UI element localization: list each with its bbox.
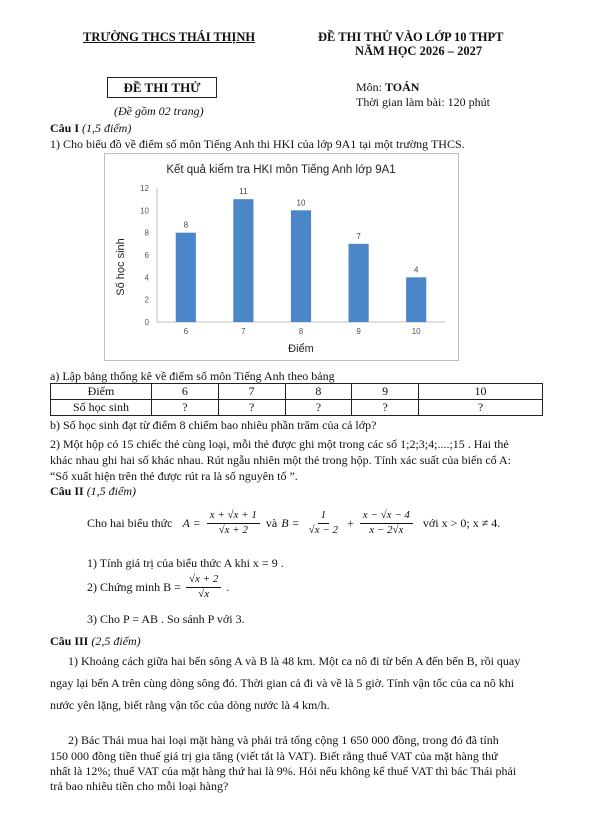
time-limit: Thời gian làm bài: 120 phút bbox=[356, 95, 490, 109]
table-cell: ? bbox=[218, 400, 285, 416]
table-cell: 9 bbox=[352, 384, 419, 400]
chart-x-tick-label: 10 bbox=[411, 327, 421, 336]
chart-bar bbox=[349, 244, 369, 322]
school-year: NĂM HỌC 2026 – 2027 bbox=[355, 44, 483, 58]
q1-part2-line2: khác nhau ghi hai số khác nhau. Rút ngẫu nhiên một thẻ trong hộp. Tính xác suất của biến cố A: bbox=[50, 453, 512, 467]
chart-y-tick-label: 12 bbox=[140, 184, 149, 193]
expr-a-denominator: √x + 2 bbox=[218, 523, 248, 536]
table-cell: 8 bbox=[285, 384, 352, 400]
chart-bar bbox=[291, 210, 311, 322]
q2-heading: Câu II bbox=[50, 484, 84, 498]
q2-sub2-fraction bbox=[186, 573, 221, 602]
q1-part1-text: 1) Cho biểu đồ về điểm số môn Tiếng Anh thi HKI của lớp 9A1 tại một trường THCS. bbox=[50, 137, 465, 151]
chart-title: Kết quả kiểm tra HKI môn Tiếng Anh lớp 9A1 bbox=[166, 164, 396, 176]
expr-b-lhs: B = bbox=[281, 515, 300, 530]
q3-heading-line bbox=[50, 634, 141, 649]
chart-x-axis-label: Điểm bbox=[288, 343, 314, 355]
q2-sub3: 3) Cho P = AB . So sánh P với 3. bbox=[87, 612, 245, 626]
chart-data-label: 7 bbox=[356, 231, 361, 241]
condition: với x > 0; x ≠ 4. bbox=[422, 515, 501, 530]
expr-a-lhs: A = bbox=[182, 515, 201, 530]
q3-heading: Câu III bbox=[50, 634, 89, 648]
score-chart-svg bbox=[105, 154, 458, 360]
subject-name: TOÁN bbox=[385, 80, 420, 94]
subject-prefix: Môn: bbox=[356, 80, 386, 94]
q2-sub1: 1) Tính giá trị của biểu thức A khi x = 9 . bbox=[87, 556, 284, 570]
table-cell: 10 bbox=[419, 384, 543, 400]
q3-part1-line1: 1) Khoảng cách giữa hai bến sông A và B là 48 km. Một ca nô đi từ bến A đến bến B, rồi quay bbox=[68, 654, 521, 668]
chart-data-label: 11 bbox=[239, 187, 248, 197]
chart-bar bbox=[233, 199, 253, 322]
table-cell: ? bbox=[352, 400, 419, 416]
chart-bar bbox=[406, 277, 426, 322]
q3-part2-line2: 150 000 đồng tiền thuế giá trị gia tăng (viết tắt là VAT). Biết rằng thuế VAT của mặt hàng thứ bbox=[50, 749, 498, 763]
q2-given-expressions bbox=[87, 509, 500, 538]
chart-x-tick-label: 7 bbox=[241, 327, 246, 336]
stats-table-row-count bbox=[51, 400, 543, 416]
and-word: và bbox=[265, 515, 278, 530]
q2-sub2-prefix: 2) Chứng minh B = bbox=[87, 579, 181, 594]
chart-y-tick-label: 10 bbox=[140, 206, 149, 216]
q3-part1-line3: nước yên lặng, biết rằng vận tốc của dòng nước là 4 km/h. bbox=[50, 698, 330, 712]
expr-b-f1-denominator: √x − 2 bbox=[308, 523, 338, 536]
chart-y-tick-label: 2 bbox=[144, 295, 149, 305]
stats-table-row-score bbox=[51, 384, 543, 400]
expr-b-f2-denominator: x − 2√x bbox=[369, 523, 404, 536]
q2-points: (1,5 điểm) bbox=[86, 484, 137, 498]
table-cell: Số học sinh bbox=[51, 400, 152, 416]
table-cell: 7 bbox=[218, 384, 285, 400]
q2-sub2 bbox=[87, 573, 229, 602]
q3-part2-line1: 2) Bác Thái mua hai loại mặt hàng và phải trả tổng cộng 1 650 000 đồng, trong đó đã tính bbox=[68, 733, 499, 747]
expr-b-fraction-1 bbox=[306, 509, 341, 538]
q3-part2-line3: nhất là 12%; thuế VAT của mặt hàng thứ hai là 9%. Hỏi nếu không kể thuế VAT thì bác Thái phải bbox=[50, 764, 517, 778]
q1-heading: Câu I bbox=[50, 121, 80, 135]
q2-sub2-end: . bbox=[226, 579, 230, 594]
q1-part-b: b) Số học sinh đạt từ điểm 8 chiếm bao nhiêu phần trăm của cả lớp? bbox=[50, 418, 377, 432]
chart-y-tick-label: 8 bbox=[144, 228, 149, 238]
q1-part2-line1: 2) Một hộp có 15 chiếc thẻ cùng loại, mỗi thẻ được ghi một trong các số 1;2;3;4;....;15 . Hai thẻ bbox=[50, 437, 509, 451]
chart-data-label: 10 bbox=[296, 198, 306, 208]
q1-heading-line bbox=[50, 121, 131, 136]
chart-data-label: 8 bbox=[183, 220, 189, 230]
q2-given-prefix: Cho hai biểu thức bbox=[87, 515, 173, 530]
q3-part2-line4: trả bao nhiêu tiền cho mỗi loại hàng? bbox=[50, 779, 229, 793]
q2-heading-line bbox=[50, 484, 136, 499]
chart-y-axis-label: Số học sinh bbox=[115, 238, 127, 296]
q1-part2-line3: “Số xuất hiện trên thẻ được rút ra là số nguyên tố ”. bbox=[50, 469, 298, 483]
chart-x-tick-label: 8 bbox=[298, 327, 304, 336]
pages-note: (Đề gồm 02 trang) bbox=[114, 104, 204, 118]
table-cell: ? bbox=[419, 400, 543, 416]
chart-plot-area bbox=[140, 184, 445, 336]
plus-sign: + bbox=[346, 515, 354, 530]
q3-points: (2,5 điểm) bbox=[91, 634, 141, 648]
chart-bar bbox=[176, 233, 196, 322]
exam-title: ĐỀ THI THỬ VÀO LỚP 10 THPT bbox=[318, 30, 504, 44]
score-chart bbox=[104, 153, 459, 361]
stats-table-wrap bbox=[50, 383, 543, 416]
q2-sub2-numerator: √x + 2 bbox=[186, 573, 221, 588]
subject-line bbox=[356, 80, 419, 95]
q1-part-a: a) Lập bảng thống kê về điểm số môn Tiếng Anh theo bảng bbox=[50, 369, 335, 383]
expr-b-fraction-2 bbox=[360, 509, 413, 538]
q1-points: (1,5 điểm) bbox=[82, 121, 132, 135]
expr-b-f2-numerator: x − √x − 4 bbox=[360, 509, 413, 524]
expr-a-numerator: x + √x + 1 bbox=[207, 509, 260, 524]
chart-y-tick-label: 0 bbox=[144, 318, 149, 327]
chart-y-tick-label: 4 bbox=[144, 273, 149, 283]
chart-data-label: 4 bbox=[413, 265, 419, 275]
table-cell: ? bbox=[152, 400, 219, 416]
school-name: TRƯỜNG THCS THÁI THỊNH bbox=[83, 30, 256, 44]
chart-x-tick-label: 9 bbox=[356, 327, 361, 336]
chart-x-tick-label: 6 bbox=[183, 327, 189, 336]
q3-part1-line2: ngay lại bến A trên cùng dòng sông đó. Thời gian cả đi và về là 5 giờ. Tính vận tốc của ca nô khi bbox=[50, 676, 515, 690]
mock-exam-box bbox=[107, 77, 217, 98]
expr-b-f1-numerator: 1 bbox=[318, 509, 330, 524]
table-cell: 6 bbox=[152, 384, 219, 400]
mock-label: ĐỀ THI THỬ bbox=[123, 80, 201, 95]
chart-y-tick-label: 6 bbox=[144, 251, 149, 260]
table-cell: Điểm bbox=[51, 384, 152, 400]
q2-sub2-denominator: √x bbox=[198, 587, 210, 600]
expr-a-fraction bbox=[207, 509, 260, 538]
stats-table bbox=[50, 383, 543, 416]
table-cell: ? bbox=[285, 400, 352, 416]
